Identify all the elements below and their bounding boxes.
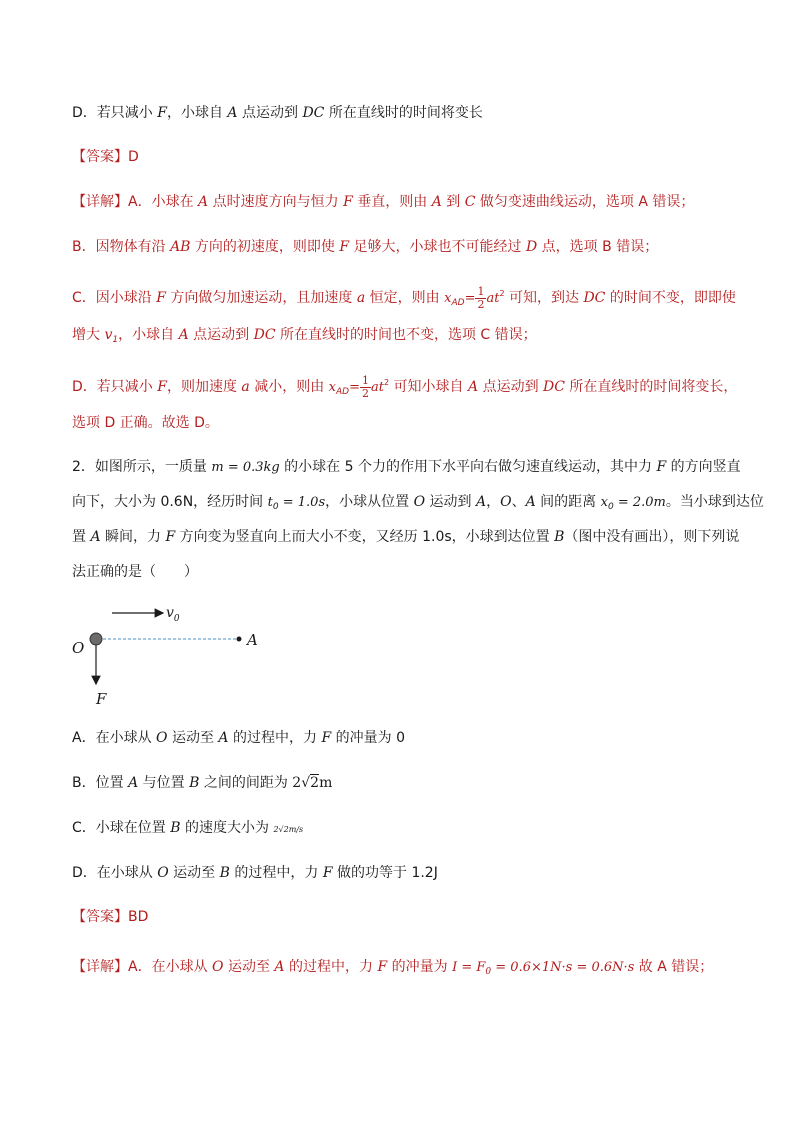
detail-1-d-line1: D．若只减小 F，则加速度 a 减小，则由 $x_{AD}=$ $\frac{1}{2}$ $at^2$ 可知小球自 A 点运动到 DC 所在直线时的时间将变长， (72, 373, 738, 400)
label-a: A (247, 631, 258, 649)
answer-2 (72, 907, 148, 927)
answer-value: BD (128, 909, 149, 925)
option-b: B．位置 A 与位置 B 之间的间距为 2√2m (72, 775, 333, 791)
label-o: O (72, 639, 85, 657)
answer-1 (72, 147, 139, 167)
option-d-prev: D．若只减小 F，小球自 A 点运动到 DC 所在直线时的时间将变长 (72, 105, 483, 121)
fraction-half: $\frac{1}{2}$ (477, 284, 485, 311)
answer-label: 【答案】 (72, 909, 128, 925)
detail-1-d-line2: 选项 D 正确。故选 D。 (72, 415, 219, 431)
detail-1-c-line2: 增大 $v_1$，小球自 A 点运动到 DC 所在直线时的时间也不变，选项 C 错误； (72, 327, 537, 345)
detail-2-a: 【详解】A．在小球从 O 运动至 A 的过程中，力 F 的冲量为 $I = F_0 = 0.6\times 1N\cdot s = 0.6N\cdot s$ 故 A 错误； (72, 959, 714, 977)
detail-1-c-line1: C．因小球沿 F 方向做匀加速运动，且加速度 a 恒定，则由 $x_{AD}=$ $\frac{1}{2}$ $at^2$ 可知，到达 DC 的时间不变，即即使 (72, 284, 736, 311)
ball (90, 633, 102, 645)
option-d: D．在小球从 O 运动至 B 的过程中，力 F 做的功等于 1.2J (72, 865, 438, 881)
option-c: C．小球在位置 B 的速度大小为 2√2m/s (72, 820, 304, 836)
question-2-line3: 置 A 瞬间，力 F 方向变为竖直向上而大小不变，又经历 1.0s，小球到达位置 B（图中没有画出），则下列说 (72, 529, 740, 545)
answer-value: D (128, 149, 139, 165)
detail-1-b: B．因物体有沿 AB 方向的初速度，则即使 F 足够大，小球也不可能经过 D 点，选项 B 错误； (72, 239, 659, 255)
answer-label: 【答案】 (72, 149, 128, 165)
velocity-label: $v_0$ (166, 605, 180, 624)
sqrt-expression: 2√2m (292, 775, 333, 791)
question-2-line4: 法正确的是（ ） (72, 564, 198, 580)
option-a: A．在小球从 O 运动至 A 的过程中，力 F 的冲量为 0 (72, 730, 405, 746)
label-f: F (96, 690, 107, 708)
question-2-line1: 2．如图所示，一质量 m = 0.3kg 的小球在 5 个力的作用下水平向右做匀速直线运动，其中力 F 的方向竖直 (72, 459, 741, 475)
detail-1-a: 【详解】A．小球在 A 点时速度方向与恒力 F 垂直，则由 A 到 C 做匀变速曲线运动，选项 A 错误； (72, 194, 695, 210)
question-2-line2: 向下，大小为 0.6N，经历时间 $t_0 = 1.0s$，小球从位置 O 运动到 A，O、A 间的距离 $x_0 = 2.0m$。当小球到达位 (72, 494, 764, 512)
fraction-half: $\frac{1}{2}$ (362, 373, 370, 400)
force-diagram (60, 598, 280, 708)
point-a (237, 637, 242, 642)
